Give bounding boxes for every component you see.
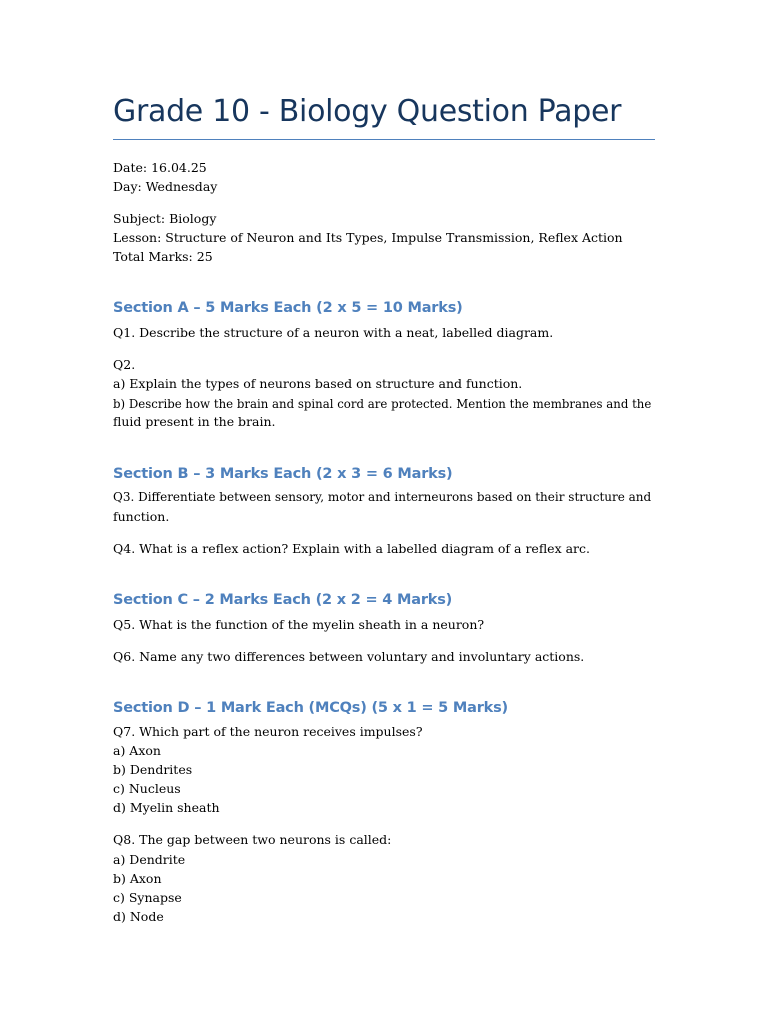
title-underline [113, 139, 655, 140]
q8-option-b: b) Axon [113, 871, 162, 886]
lesson-line: Lesson: Structure of Neuron and Its Types, Impulse Transmission, Reflex Action [113, 230, 623, 245]
q8-option-c: c) Synapse [113, 890, 182, 905]
question-q2-label: Q2. [113, 357, 136, 372]
q8-option-d: d) Node [113, 909, 164, 924]
q8-option-a: a) Dendrite [113, 852, 186, 867]
subject-line: Subject: Biology [113, 211, 217, 226]
question-q1: Q1. Describe the structure of a neuron with a neat, labelled diagram. [113, 325, 554, 340]
question-q2b-line-1: b) Describe how the brain and spinal cord are protected. Mention the membranes and the [113, 397, 652, 411]
question-q2b-line-2: fluid present in the brain. [113, 414, 276, 429]
q7-option-d: d) Myelin sheath [113, 800, 220, 815]
question-q3-line-2: function. [113, 509, 170, 524]
question-q8: Q8. The gap between two neurons is called: [113, 832, 392, 847]
question-q2a: a) Explain the types of neurons based on structure and function. [113, 376, 523, 391]
question-q3-line-1: Q3. Differentiate between sensory, motor and interneurons based on their structure and [113, 490, 652, 504]
section-a-heading: Section A – 5 Marks Each (2 x 5 = 10 Marks) [113, 300, 463, 316]
section-c-heading: Section C – 2 Marks Each (2 x 2 = 4 Marks) [113, 592, 453, 608]
question-q7: Q7. Which part of the neuron receives impulses? [113, 724, 423, 739]
q7-option-a: a) Axon [113, 743, 161, 758]
q7-option-c: c) Nucleus [113, 781, 181, 796]
section-b-heading: Section B – 3 Marks Each (2 x 3 = 6 Marks) [113, 466, 453, 482]
question-q5: Q5. What is the function of the myelin sheath in a neuron? [113, 617, 485, 632]
document-title: Grade 10 - Biology Question Paper [113, 94, 622, 129]
total-marks-line: Total Marks: 25 [113, 249, 213, 264]
question-q4: Q4. What is a reflex action? Explain with a labelled diagram of a reflex arc. [113, 541, 590, 556]
section-d-heading: Section D – 1 Mark Each (MCQs) (5 x 1 = 5 Marks) [113, 700, 508, 716]
date-line: Date: 16.04.25 [113, 160, 207, 175]
q7-option-b: b) Dendrites [113, 762, 193, 777]
question-q6: Q6. Name any two differences between voluntary and involuntary actions. [113, 649, 585, 664]
day-line: Day: Wednesday [113, 179, 218, 194]
